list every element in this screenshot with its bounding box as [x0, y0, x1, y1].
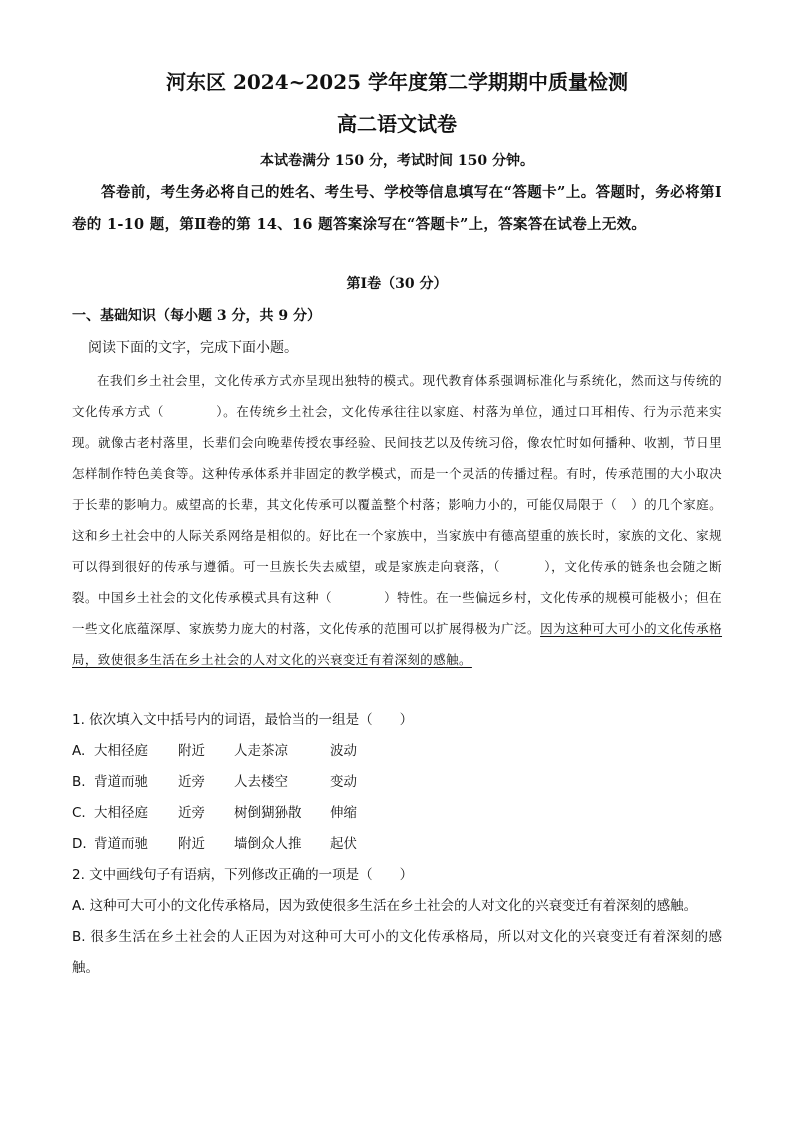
option-word: 人走茶凉	[234, 743, 288, 759]
option-d	[72, 829, 722, 860]
option-word: 波动	[330, 743, 357, 759]
question-1	[72, 705, 722, 860]
option-letter: C.	[72, 805, 86, 821]
option-word: 大相径庭	[94, 805, 148, 821]
option-a: A. 这种可大可小的文化传承格局，因为致使很多生活在乡土社会的人对文化的兴衰变迁有着深刻的感触。	[72, 898, 698, 914]
option-b	[72, 767, 722, 798]
option-word: 背道而驰	[94, 774, 148, 790]
question-2	[72, 860, 722, 984]
option-word: 人去楼空	[234, 774, 288, 790]
instructions: 答卷前，考生务必将自己的姓名、考生号、学校等信息填写在“答题卡”上。答题时，务必将第Ⅰ卷的 1-10 题，第Ⅱ卷的第 14、16 题答案涂写在“答题卡”上，答案答在试卷上无效。	[72, 184, 722, 233]
reading-passage	[72, 365, 722, 675]
option-word: 近旁	[178, 805, 205, 821]
option-word: 近旁	[178, 774, 205, 790]
score-note: 本试卷满分 150 分，考试时间 150 分钟。	[260, 153, 534, 169]
passage-part-2: ）。在传统乡土社会，文化传承往往以家庭、村落为单位，通过口耳相传、行为示范来实现。就像古老村落里，长辈们会向晚辈传授农事经验、民间技艺以及传统习俗，像农忙时如何播种、收割，节日里怎样制作特色美食等。这种传承体系并非固定的教学模式，而是一个灵活的传播过程。有时，传承范围的大小取决于长辈的影响力。威望高的长辈，其文化传承可以覆盖整个村落；影响力小的，可能仅局限于（	[72, 404, 722, 512]
option-b: B. 很多生活在乡土社会的人正因为对这种可大可小的文化传承格局，所以对文化的兴衰变迁有着深刻的感触。	[72, 929, 722, 976]
reading-lead: 阅读下面的文字，完成下面小题。	[88, 340, 298, 356]
option-letter: D.	[72, 836, 87, 852]
option-word: 变动	[330, 774, 357, 790]
passage-part-3: ）的几个家庭。这和乡土社会中的人际关系网络是相似的。好比在一个家族中，当家族中有德高望重的族长时，家族的文化、家规可以得到很好的传承与遵循。可一旦族长失去威望，或是家族走向衰落，（	[72, 497, 722, 574]
option-word: 伸缩	[330, 805, 357, 821]
option-c	[72, 798, 722, 829]
option-word: 背道而驰	[94, 836, 148, 852]
option-word: 起伏	[330, 836, 357, 852]
question-1-stem: 1. 依次填入文中括号内的词语，最恰当的一组是（ ）	[72, 712, 414, 728]
option-word: 墙倒众人推	[234, 836, 302, 852]
option-word: 附近	[178, 836, 205, 852]
underlined-sentence: 因为这种可大可小的文化传承格局，致使很多生活在乡土社会的人对文化的兴衰变迁有着深刻的感触。	[72, 621, 723, 667]
exam-subtitle: 高二语文试卷	[337, 112, 457, 136]
passage-part-1: 在我们乡土社会里，文化传承方式亦呈现出独特的模式。现代教育体系强调标准化与系统化，然而这与传统的文化传承方式（	[72, 373, 722, 419]
option-letter: A.	[72, 743, 86, 759]
question-2-stem: 2. 文中画线句子有语病，下列修改正确的一项是（ ）	[72, 867, 414, 883]
passage-part-5: ）特性。在一些偏远乡村，文化传承的规模可能极小；但在一些文化底蕴深厚、家族势力庞大的村落，文化传承的范围可以扩展得极为广泛。	[72, 590, 722, 636]
option-letter: B.	[72, 774, 86, 790]
option-word: 附近	[178, 743, 205, 759]
section-heading: 一、基础知识（每小题 3 分，共 9 分）	[72, 308, 321, 324]
passage-part-4: ），文化传承的链条也会随之断裂。中国乡土社会的文化传承模式具有这种（	[72, 559, 722, 605]
option-word: 大相径庭	[94, 743, 148, 759]
option-word: 树倒猢狲散	[234, 805, 302, 821]
exam-title: 河东区 2024~2025 学年度第二学期期中质量检测	[165, 70, 628, 94]
volume-heading: 第Ⅰ卷（30 分）	[346, 276, 448, 292]
option-a	[72, 736, 722, 767]
